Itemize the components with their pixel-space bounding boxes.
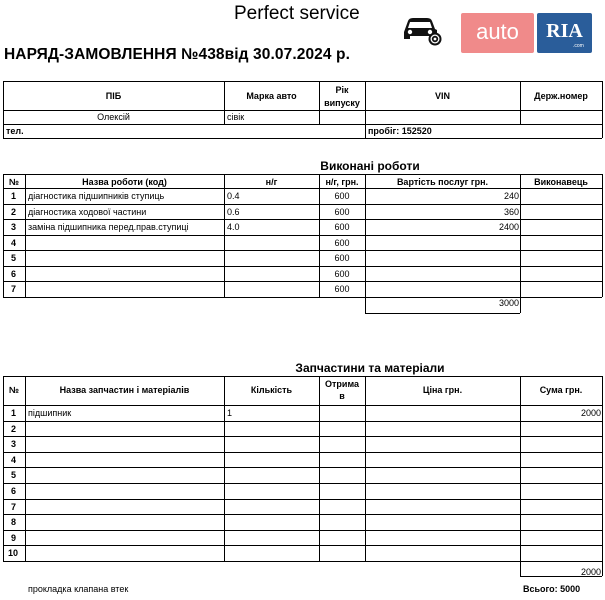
works-row-rate: 600 — [334, 268, 350, 279]
header-vin: VIN — [434, 91, 450, 101]
works-row-num: 1 — [11, 191, 17, 201]
parts-header-price: Ціна грн. — [422, 385, 463, 395]
works-header-num: № — [8, 177, 20, 187]
parts-row-sum: 2000 — [580, 408, 601, 418]
works-row-name: заміна підшипника перед.прав.ступиці — [28, 222, 189, 232]
works-row-num: 2 — [11, 206, 17, 217]
parts-row-qty: 1 — [227, 408, 233, 418]
header-year-line1: Рік — [335, 85, 349, 95]
works-row-norm: 0.6 — [227, 206, 240, 217]
header-year-line2: випуску — [324, 98, 360, 108]
works-row-num: 4 — [11, 237, 17, 248]
parts-row-num: 10 — [8, 548, 19, 559]
parts-row-num: 6 — [11, 486, 17, 496]
works-header-cost: Вартість послуг грн. — [396, 177, 489, 187]
grand-total: Всього: 5000 — [523, 584, 581, 594]
works-row-rate: 600 — [334, 191, 350, 201]
parts-row-num: 4 — [11, 454, 17, 465]
works-row-cost: 2400 — [498, 222, 519, 232]
parts-row-num: 1 — [11, 408, 17, 418]
parts-row-num: 5 — [11, 470, 17, 481]
autoria-logo-auto-text: auto — [476, 19, 519, 44]
works-row-rate: 600 — [334, 222, 350, 232]
brand-name: Perfect service — [234, 3, 360, 24]
parts-header-received-line1: Отрима — [325, 379, 359, 389]
footer-note: прокладка клапана втек — [28, 584, 129, 594]
parts-header-sum: Сума грн. — [539, 385, 583, 395]
works-row-name: діагностика підшипників ступиць — [28, 191, 165, 201]
works-row-rate: 600 — [334, 237, 350, 248]
autoria-logo-ria-text: RIA — [546, 20, 583, 42]
works-row-name: діагностика ходової частини — [28, 206, 147, 217]
works-header-norm: н/г — [265, 177, 278, 187]
parts-header-qty: Кількість — [250, 385, 293, 395]
parts-row-num: 3 — [11, 439, 17, 450]
header-car-brand: Марка авто — [246, 91, 297, 101]
header-name: ПІБ — [105, 91, 122, 101]
parts-row-num: 8 — [11, 517, 17, 528]
works-header-worker: Виконавець — [534, 177, 588, 187]
mileage: пробіг: 152520 — [368, 126, 432, 136]
works-row-num: 5 — [11, 253, 17, 263]
car-gear-icon — [401, 12, 443, 46]
works-total: 3000 — [498, 298, 519, 308]
client-car: сівік — [227, 112, 245, 122]
parts-section-title: Запчастини та матеріали — [295, 361, 445, 375]
parts-row-num: 2 — [11, 423, 17, 434]
works-row-num: 7 — [11, 284, 17, 294]
works-row-rate: 600 — [334, 206, 350, 217]
works-header-rate: н/г, грн. — [325, 177, 359, 187]
order-title: НАРЯД-ЗАМОВЛЕННЯ №438від 30.07.2024 р. — [4, 46, 350, 63]
works-row-num: 3 — [11, 222, 17, 232]
works-row-rate: 600 — [334, 284, 350, 294]
works-row-num: 6 — [11, 268, 17, 279]
works-row-norm: 4.0 — [227, 222, 240, 232]
works-row-cost: 240 — [503, 191, 519, 201]
parts-total: 2000 — [580, 567, 601, 577]
autoria-logo-domain: .com — [573, 43, 584, 49]
header-plate: Держ.номер — [534, 91, 588, 101]
client-name: Олексій — [97, 112, 130, 122]
phone-label: тел. — [6, 126, 24, 136]
parts-row-name: підшипник — [28, 408, 72, 418]
parts-header-name: Назва запчастин і матеріалів — [59, 385, 190, 395]
parts-row-num: 7 — [11, 501, 17, 512]
parts-header-num: № — [8, 385, 20, 395]
parts-header-received-line2: в — [339, 391, 345, 401]
works-row-cost: 360 — [503, 206, 519, 217]
parts-row-num: 9 — [11, 532, 17, 543]
works-row-norm: 0.4 — [227, 191, 240, 201]
works-section-title: Виконані роботи — [320, 159, 420, 173]
works-row-rate: 600 — [334, 253, 350, 263]
works-header-name: Назва роботи (код) — [82, 177, 167, 187]
